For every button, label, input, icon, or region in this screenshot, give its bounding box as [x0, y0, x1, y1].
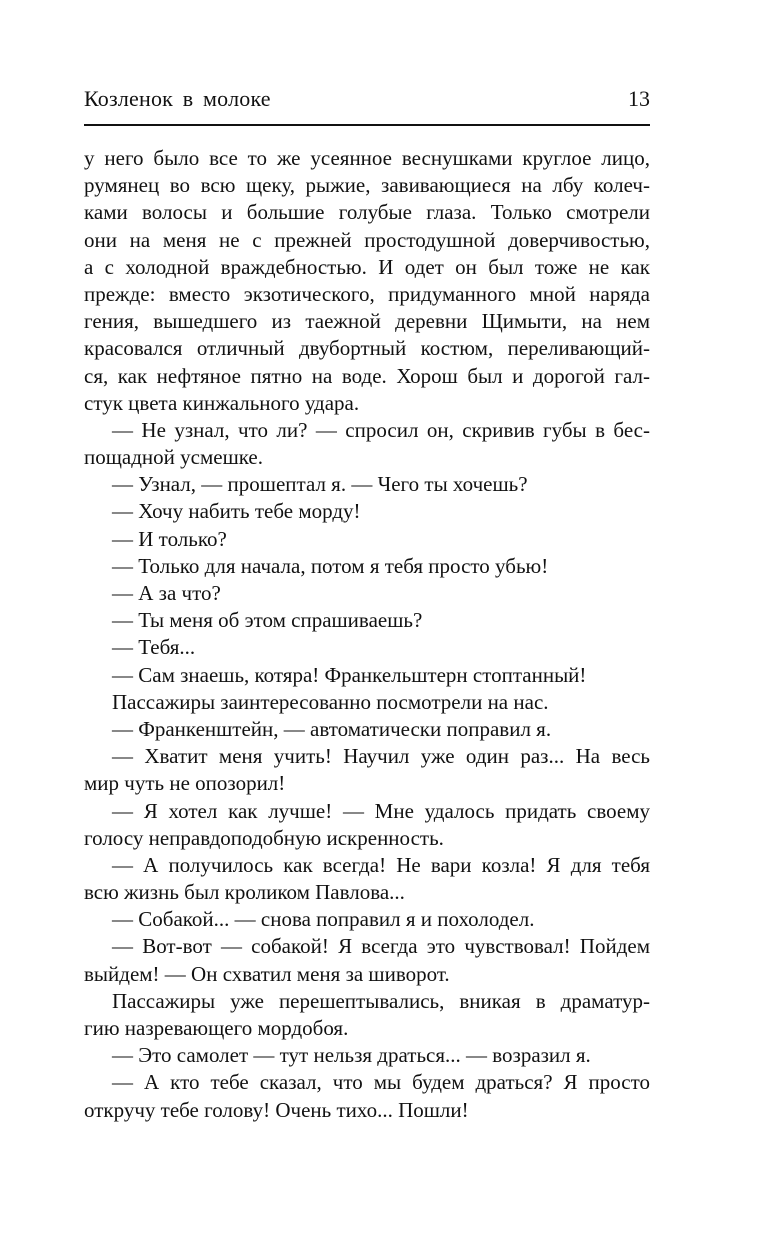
text-line: Пассажиры уже перешептывались, вникая в драматур-	[112, 988, 650, 1013]
text-line: румянец во всю щеку, рыжие, завивающиеся на лбу колеч-	[84, 173, 650, 198]
text-line: — Собакой... — снова поправил я и похолодел.	[112, 907, 535, 932]
text-line: — Хватит меня учить! Научил уже один раз... На весь	[112, 744, 650, 769]
text-line: — Только для начала, потом я тебя просто убью!	[112, 553, 549, 578]
text-line: пощадной усмешке.	[84, 445, 263, 470]
text-line: голосу неправдоподобную искренность.	[84, 825, 444, 850]
text-line: — Узнал, — прошептал я. — Чего ты хочешь?	[112, 472, 528, 497]
text-line: — Я хотел как лучше! — Мне удалось придать своему	[112, 798, 650, 823]
text-line: — Вот-вот — собакой! Я всегда это чувствовал! Пойдем	[112, 934, 650, 959]
text-line: — И только?	[112, 526, 227, 551]
text-line: — Сам знаешь, котяра! Франкельштерн стоптанный!	[112, 662, 587, 687]
page-number: 13	[628, 86, 650, 111]
text-line: красовался отличный двубортный костюм, переливающий-	[84, 336, 650, 361]
text-line: — Тебя...	[112, 635, 196, 660]
text-line: у него было все то же усеянное веснушками круглое лицо,	[84, 146, 650, 170]
text-line: они на меня не с прежней простодушной доверчивостью,	[84, 227, 650, 252]
body-text	[84, 145, 650, 1124]
header-rule	[84, 124, 650, 126]
text-line: ками волосы и большие голубые глаза. Только смотрели	[84, 200, 650, 225]
text-line: а с холодной враждебностью. И одет он был тоже не как	[84, 254, 650, 279]
text-line: — Франкенштейн, — автоматически поправил я.	[112, 716, 552, 741]
text-line: гения, вышедшего из таежной деревни Щимыти, на нем	[84, 309, 650, 334]
text-line: — Это самолет — тут нельзя драться... — возразил я.	[112, 1043, 591, 1068]
text-line: мир чуть не опозорил!	[84, 771, 286, 796]
book-title: Козленок в молоке	[84, 86, 271, 111]
text-line: — А получилось как всегда! Не вари козла! Я для тебя	[112, 852, 650, 877]
text-line: стук цвета кинжального удара.	[84, 390, 360, 415]
text-line: всю жизнь был кроликом Павлова...	[84, 880, 405, 905]
running-head	[84, 86, 650, 116]
text-line: ся, как нефтяное пятно на воде. Хорош был и дорогой гал-	[84, 363, 650, 388]
text-line: — А за что?	[112, 581, 221, 605]
text-line: выйдем! — Он схватил меня за шиворот.	[84, 961, 450, 986]
text-line: откручу тебе голову! Очень тихо... Пошли!	[84, 1097, 469, 1122]
text-line: Пассажиры заинтересованно посмотрели на нас.	[112, 689, 549, 714]
text-line: — Не узнал, что ли? — спросил он, скривив губы в бес-	[112, 417, 650, 442]
text-line: — Хочу набить тебе морду!	[112, 499, 361, 524]
text-line: прежде: вместо экзотического, придуманного мной наряда	[84, 281, 650, 306]
text-line: — Ты меня об этом спрашиваешь?	[112, 608, 423, 633]
text-line: — А кто тебе сказал, что мы будем драться? Я просто	[112, 1070, 650, 1095]
text-line: гию назревающего мордобоя.	[84, 1016, 349, 1040]
